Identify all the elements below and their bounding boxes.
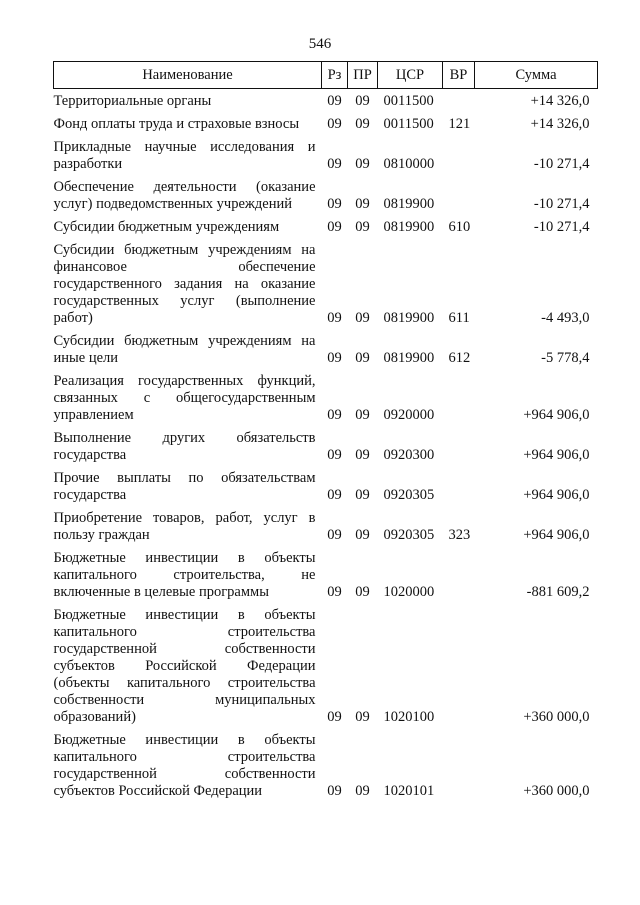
row-csr: 1020000 — [383, 584, 435, 600]
row-rz: 09 — [327, 219, 342, 235]
row-rz: 09 — [327, 709, 342, 725]
table-row — [54, 510, 598, 550]
row-pr: 09 — [355, 487, 370, 503]
row-vr: 323 — [448, 527, 471, 543]
row-pr: 09 — [355, 783, 370, 799]
page-number: 546 — [308, 36, 332, 52]
row-rz: 09 — [327, 116, 342, 132]
table-header-row — [54, 62, 598, 89]
row-sum: +14 326,0 — [530, 93, 590, 109]
row-vr — [443, 373, 475, 430]
row-sum: -10 271,4 — [533, 156, 590, 172]
table-row — [54, 333, 598, 373]
table-row — [54, 116, 598, 139]
row-sum: +964 906,0 — [523, 407, 590, 423]
row-name: Субсидии бюджетным учреждениям — [53, 219, 280, 235]
row-sum: +964 906,0 — [523, 527, 590, 543]
header-csr: ЦСР — [378, 62, 443, 89]
row-sum: +964 906,0 — [523, 447, 590, 463]
row-name: Субсидии бюджетным учреждениям на финансовое обеспечение государственного задания на оказание государственных услуг (выполнение работ) — [53, 242, 316, 326]
row-name: Бюджетные инвестиции в объекты капитального строительства государственной собственности субъектов Российской Федерации (объекты капитального строительства собственности муниципальных образований) — [53, 607, 316, 725]
row-pr: 09 — [355, 447, 370, 463]
row-vr: 611 — [448, 310, 470, 326]
row-pr: 09 — [355, 527, 370, 543]
row-rz: 09 — [327, 93, 342, 109]
row-pr: 09 — [355, 196, 370, 212]
row-pr: 09 — [355, 310, 370, 326]
row-sum: -10 271,4 — [533, 196, 590, 212]
header-sum: Сумма — [475, 62, 598, 89]
row-name: Приобретение товаров, работ, услуг в пользу граждан — [53, 510, 316, 543]
row-vr — [443, 179, 475, 219]
row-name: Выполнение других обязательств государства — [53, 430, 316, 463]
row-rz: 09 — [327, 196, 342, 212]
row-pr: 09 — [355, 93, 370, 109]
row-csr: 0819900 — [383, 310, 435, 326]
row-csr: 0920305 — [383, 487, 435, 503]
row-csr: 0819900 — [383, 196, 435, 212]
row-rz: 09 — [327, 350, 342, 366]
row-rz: 09 — [327, 407, 342, 423]
row-rz: 09 — [327, 527, 342, 543]
row-csr: 1020100 — [383, 709, 435, 725]
row-rz: 09 — [327, 156, 342, 172]
row-vr: 121 — [448, 116, 471, 132]
row-name: Фонд оплаты труда и страховые взносы — [53, 116, 300, 132]
row-pr: 09 — [355, 156, 370, 172]
table-row — [54, 89, 598, 117]
row-vr — [443, 470, 475, 510]
header-vr: ВР — [443, 62, 475, 89]
table-row — [54, 179, 598, 219]
row-vr — [443, 607, 475, 732]
row-name: Субсидии бюджетным учреждениям на иные цели — [53, 333, 316, 366]
row-name: Территориальные органы — [53, 93, 212, 109]
row-pr: 09 — [355, 584, 370, 600]
row-sum: +360 000,0 — [523, 709, 590, 725]
row-sum: -5 778,4 — [541, 350, 590, 366]
row-csr: 0011500 — [383, 116, 434, 132]
row-vr — [443, 732, 475, 806]
table-row — [54, 607, 598, 732]
header-name: Наименование — [54, 62, 322, 89]
row-csr: 0819900 — [383, 219, 435, 235]
row-vr — [443, 139, 475, 179]
row-pr: 09 — [355, 709, 370, 725]
row-name: Прикладные научные исследования и разработки — [53, 139, 316, 172]
row-csr: 0920305 — [383, 527, 435, 543]
table-row — [54, 373, 598, 430]
row-name: Бюджетные инвестиции в объекты капитального строительства, не включенные в целевые программы — [53, 550, 316, 600]
table-row — [54, 242, 598, 333]
row-csr: 0819900 — [383, 350, 435, 366]
table-row — [54, 550, 598, 607]
row-pr: 09 — [355, 350, 370, 366]
row-sum: -4 493,0 — [541, 310, 590, 326]
row-name: Реализация государственных функций, связанных с общегосударственным управлением — [53, 373, 316, 423]
row-sum: +360 000,0 — [523, 783, 590, 799]
table-row — [54, 219, 598, 242]
table-row — [54, 139, 598, 179]
row-name: Прочие выплаты по обязательствам государства — [53, 470, 316, 503]
row-rz: 09 — [327, 487, 342, 503]
row-vr: 610 — [448, 219, 471, 235]
row-rz: 09 — [327, 310, 342, 326]
table-row — [54, 732, 598, 806]
row-sum: +14 326,0 — [530, 116, 590, 132]
table-row — [54, 430, 598, 470]
row-sum: -881 609,2 — [526, 584, 590, 600]
row-csr: 0011500 — [383, 93, 434, 109]
row-pr: 09 — [355, 219, 370, 235]
row-csr: 1020101 — [383, 783, 435, 799]
table-row — [54, 470, 598, 510]
header-rz: Рз — [322, 62, 348, 89]
row-vr — [443, 89, 475, 117]
budget-table — [53, 61, 598, 806]
row-rz: 09 — [327, 584, 342, 600]
row-csr: 0920000 — [383, 407, 435, 423]
row-name: Бюджетные инвестиции в объекты капитального строительства государственной собственности субъектов Российской Федерации — [53, 732, 316, 799]
row-pr: 09 — [355, 116, 370, 132]
row-name: Обеспечение деятельности (оказание услуг) подведомственных учреждений — [53, 179, 316, 212]
row-sum: +964 906,0 — [523, 487, 590, 503]
row-rz: 09 — [327, 783, 342, 799]
header-pr: ПР — [348, 62, 378, 89]
row-vr: 612 — [448, 350, 471, 366]
row-csr: 0810000 — [383, 156, 435, 172]
row-csr: 0920300 — [383, 447, 435, 463]
row-pr: 09 — [355, 407, 370, 423]
row-sum: -10 271,4 — [533, 219, 590, 235]
row-rz: 09 — [327, 447, 342, 463]
row-vr — [443, 430, 475, 470]
row-vr — [443, 550, 475, 607]
